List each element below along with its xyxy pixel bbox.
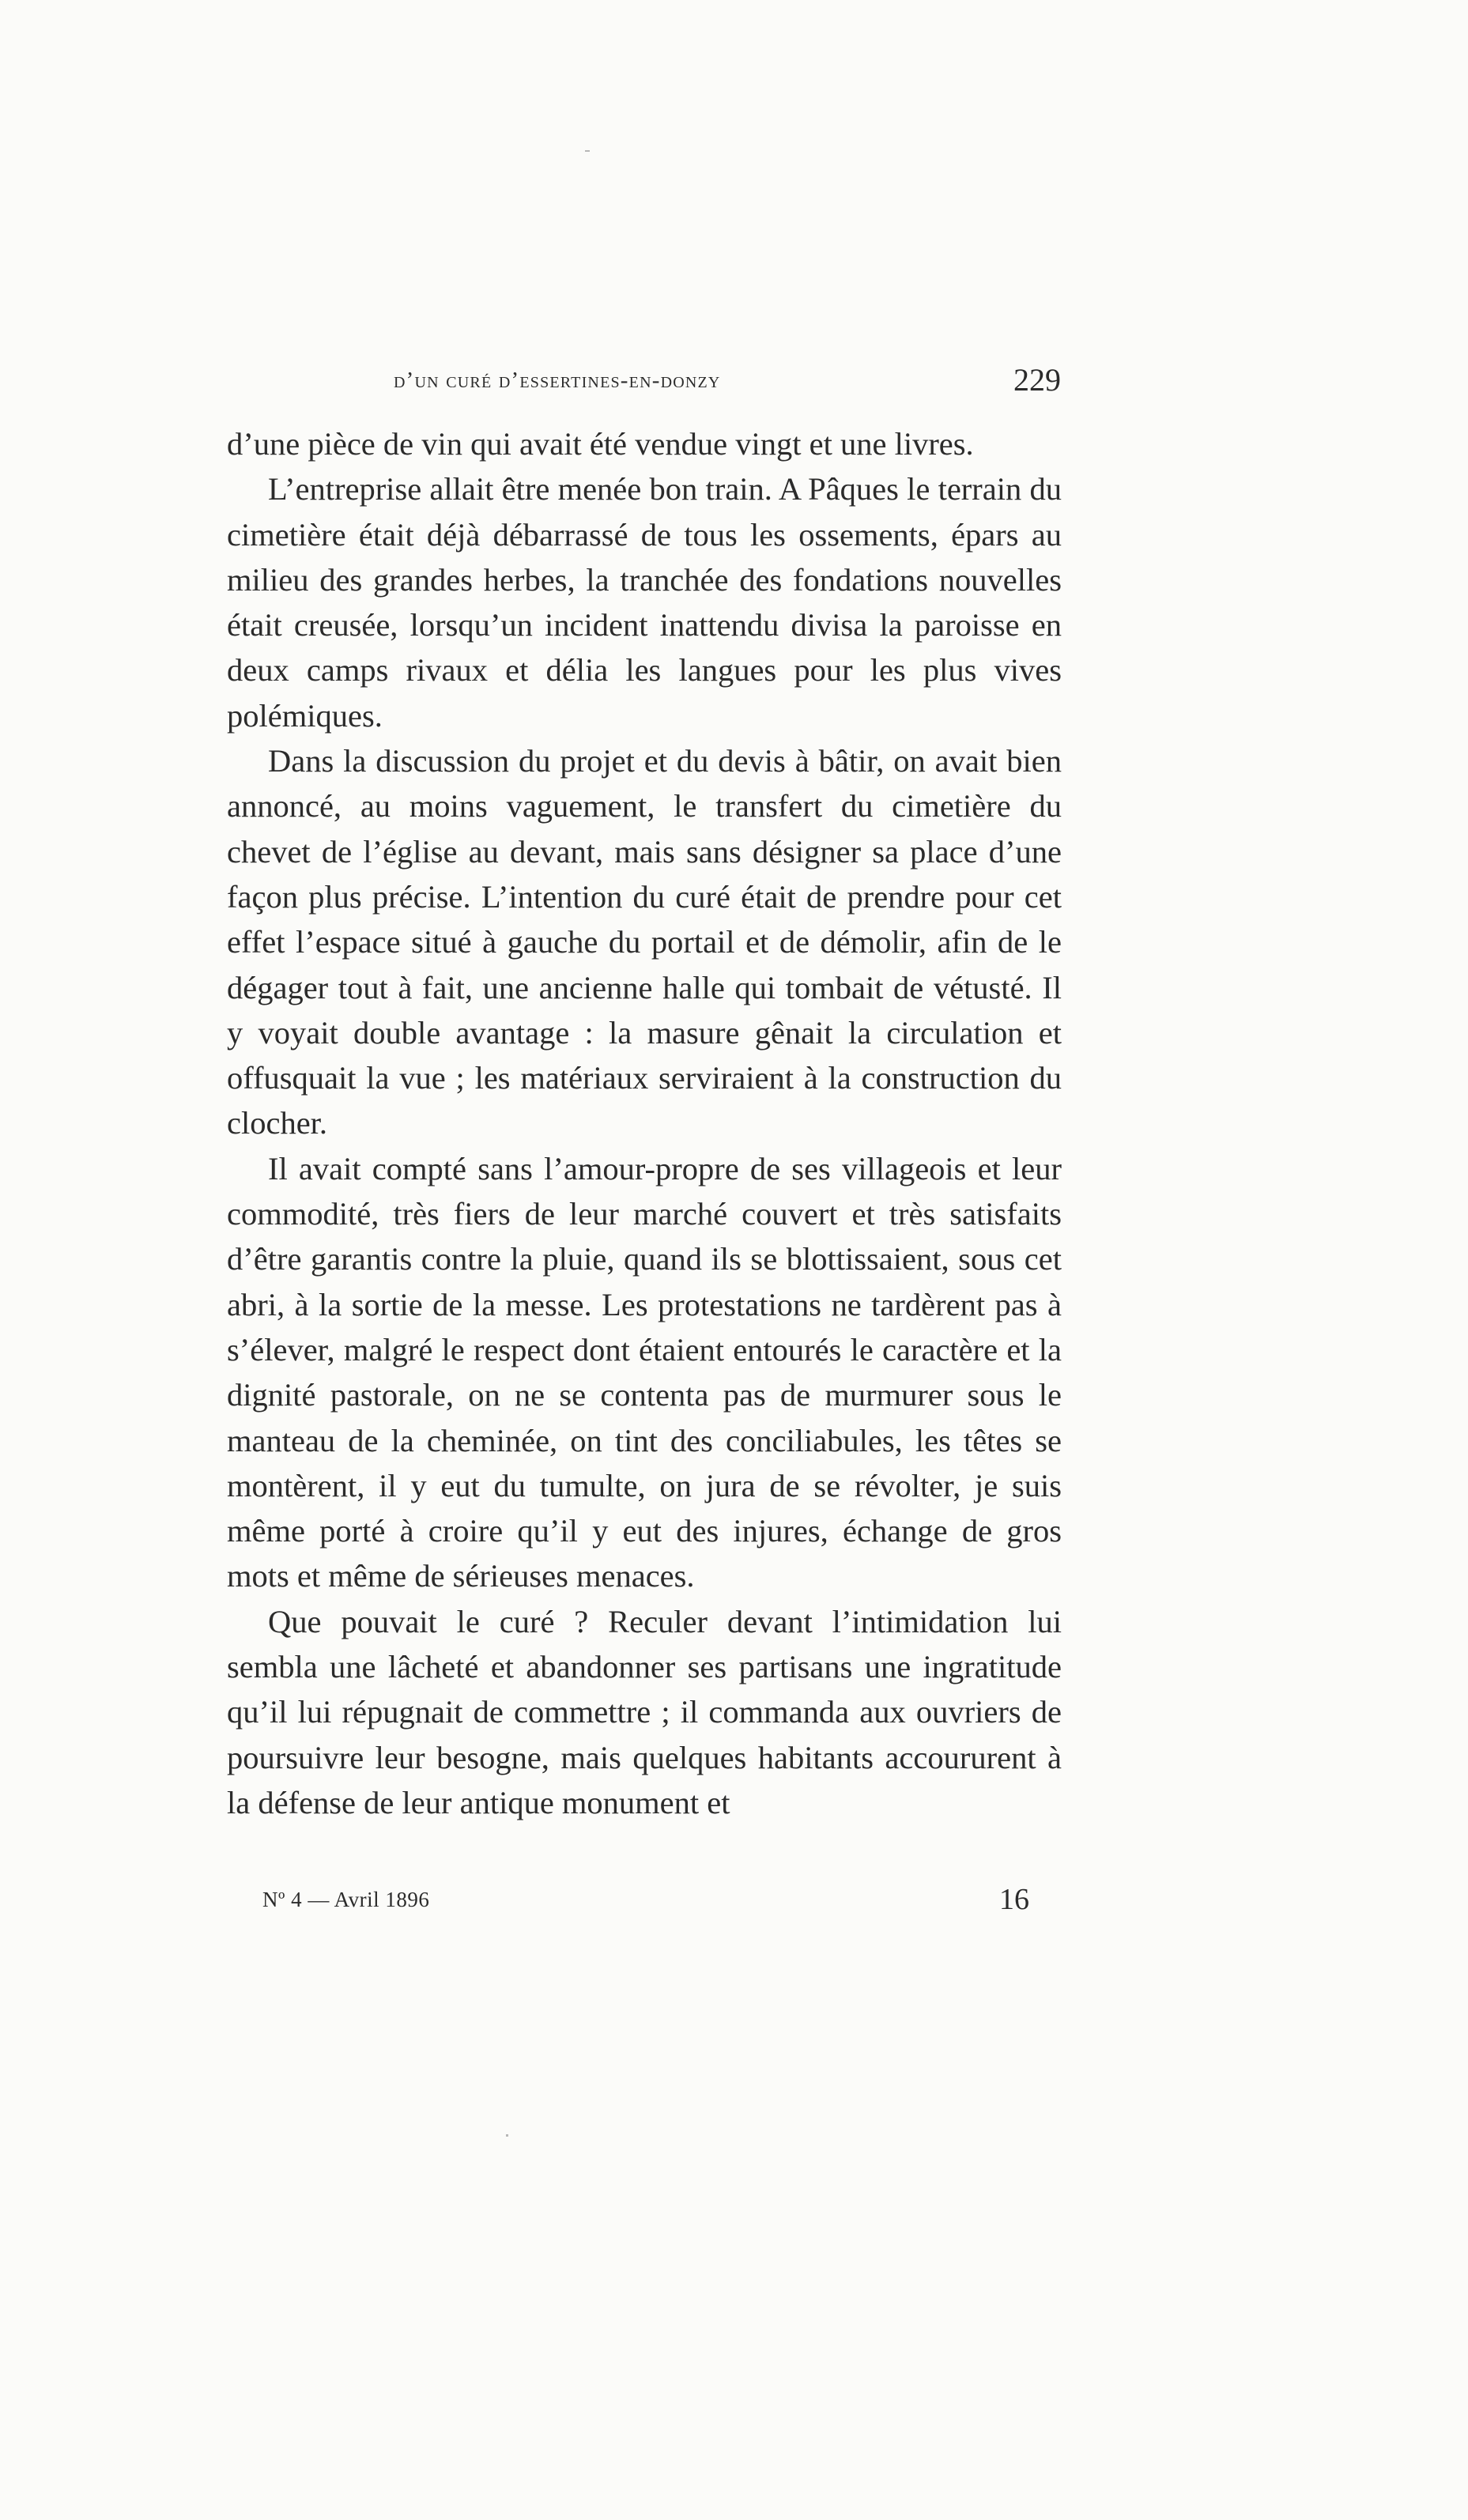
sheet-number: 16 xyxy=(999,1883,1029,1916)
issue-signature: Nº 4 — Avril 1896 xyxy=(262,1888,430,1911)
paragraph: L’entreprise allait être menée bon train. A Pâques le terrain du cimetière était déjà débarrassé de tous les ossements, épars au milieu des grandes herbes, la tranchée des fondations nouvelles était creusée, lorsqu’un incident inattendu divisa la paroisse en deux camps rivaux et délia les langues pour les plus vives polémiques. xyxy=(227,471,1062,734)
paragraph-continued: d’une pièce de vin qui avait été vendue vingt et une livres. xyxy=(227,426,974,462)
body-text xyxy=(227,421,1062,1825)
footer xyxy=(262,1880,1029,1919)
paragraph: Que pouvait le curé ? Reculer devant l’intimidation lui sembla une lâcheté et abandonner ses partisans une ingratitude qu’il lui répugnait de commettre ; il commanda aux ouvriers de poursuivre leur besogne, mais quelques habitants accoururent à la défense de leur antique monument et xyxy=(227,1603,1062,1820)
running-title: d’un curé d’essertines-en-donzy xyxy=(394,368,721,393)
paragraph: Dans la discussion du projet et du devis à bâtir, on avait bien annoncé, au moins vaguement, le transfert du cimetière du chevet de l’église au devant, mais sans désigner sa place d’une façon plus précise. L’intention du curé était de prendre pour cet effet l’espace situé à gauche du portail et de démolir, afin de le dégager tout à fait, une ancienne halle qui tombait de vétusté. Il y voyait double avantage : la masure gênait la circulation et offusquait la vue ; les matériaux serviraient à la construction du clocher. xyxy=(227,743,1062,1141)
running-head xyxy=(213,360,1077,400)
paragraph: Il avait compté sans l’amour-propre de ses villageois et leur commodité, très fiers de leur marché couvert et très satisfaits d’être garantis contre la pluie, quand ils se blottissaient, sous cet abri, à la sortie de la messe. Les protestations ne tardèrent pas à s’élever, malgré le respect dont étaient entourés le caractère et la dignité pastorale, on ne se contenta pas de murmurer sous le manteau de la cheminée, on tint des conciliabules, les têtes se montèrent, il y eut du tumulte, on jura de se révolter, je suis même porté à croire qu’il y eut des injures, échange de gros mots et même de sérieuses menaces. xyxy=(227,1150,1062,1594)
paper-speck xyxy=(506,2134,508,2137)
paper-speck xyxy=(585,150,590,152)
page-number: 229 xyxy=(1013,362,1061,398)
